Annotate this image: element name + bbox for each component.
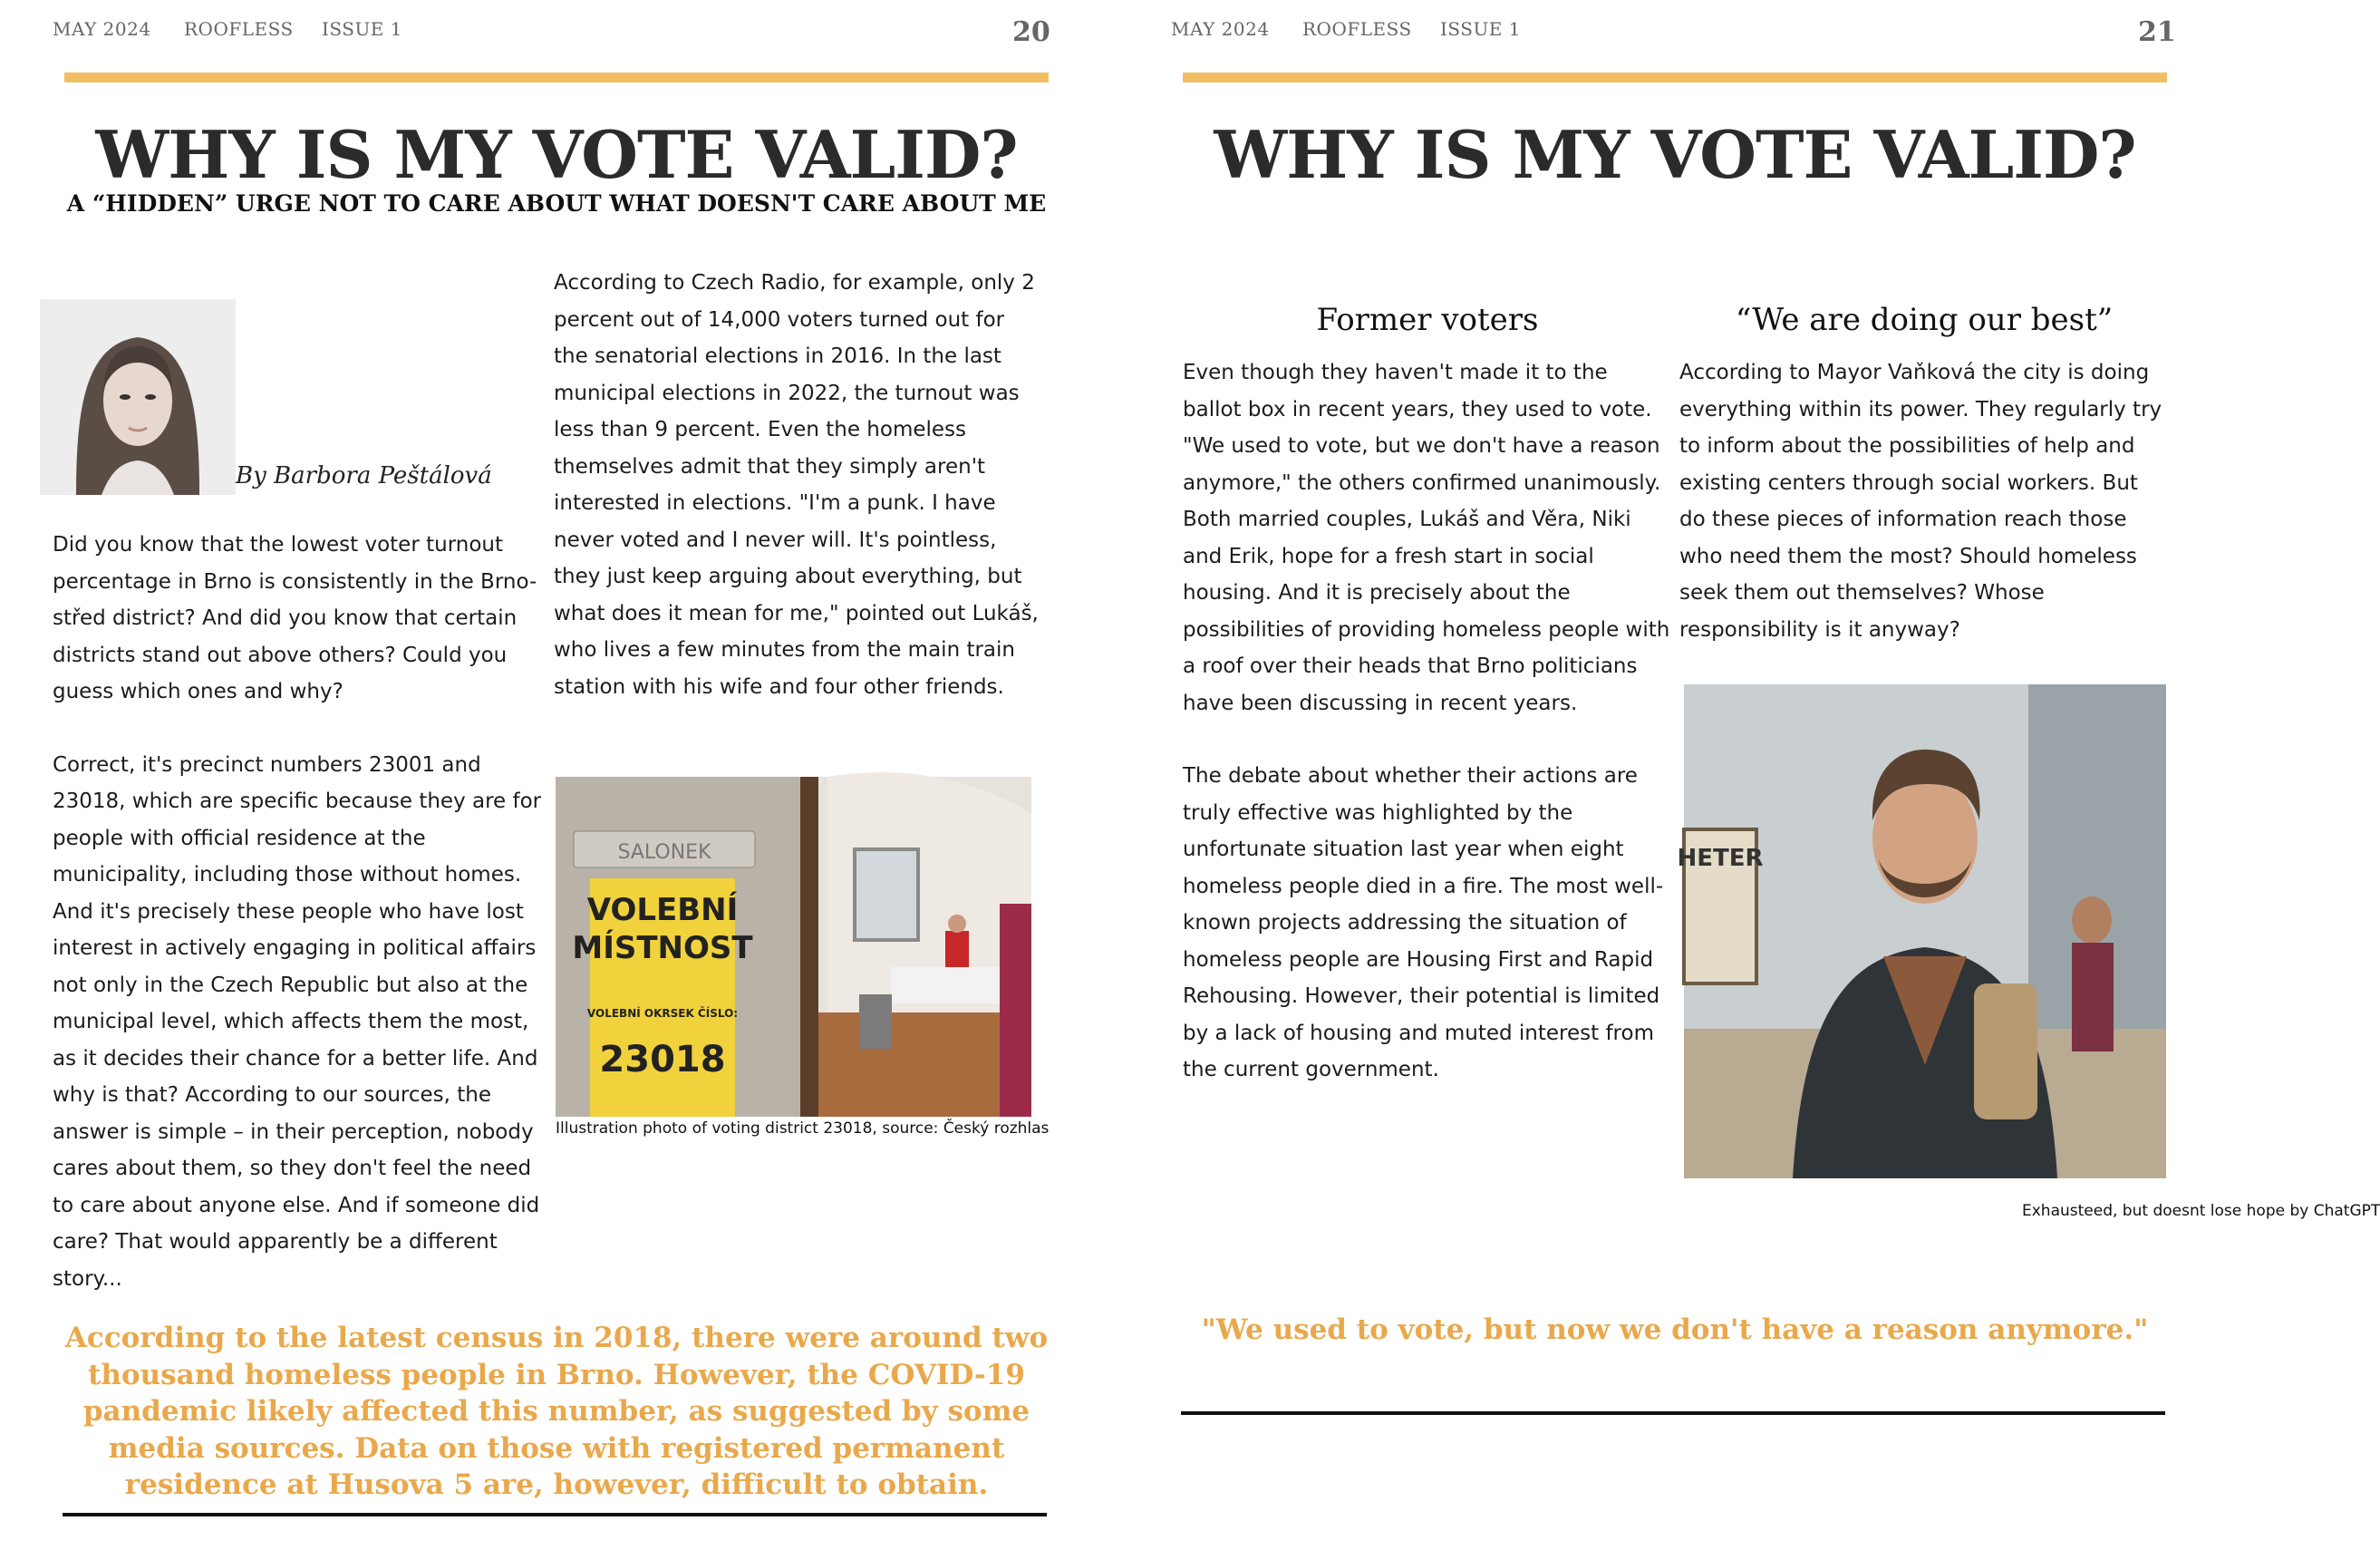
sign-plate: SALONEK bbox=[617, 841, 711, 864]
paragraph: According to Czech Radio, for example, only 2 percent out of 14,000 voters turned out for the senatorial elections in 2016. In the last municipal elections in 2022, the turnout was less than 9 percent. Even the homeless themselves admit that they simply aren't interested in elections. "I'm a punk. I have never voted and I never will. It's pointless, they just keep arguing about everything, but what does it mean for me," pointed out Lukáš, who lives a few minutes from the main train station with his wife and four other friends. bbox=[554, 271, 1039, 699]
voting-room-photo bbox=[556, 777, 1031, 1117]
left-page bbox=[0, 0, 1102, 1550]
right-page bbox=[1102, 0, 2380, 1550]
author-portrait-icon bbox=[40, 299, 236, 495]
paragraph: Even though they haven't made it to the ballot box in recent years, they used to vote. "We used to vote, but we don't have a reason anymore," the others confirmed unanimously. Both married couples, Lukáš and Věra, Niki and Erik, hope for a fresh start in social housing. And it is precisely about the possibilities of providing homeless people with a roof over their heads that Brno politicians have been discussing in recent years. bbox=[1183, 361, 1670, 715]
photo-caption: Illustration photo of voting district 23018, source: Český rozhlas bbox=[556, 1119, 1050, 1138]
bottom-rule bbox=[1181, 1411, 2165, 1415]
accent-bar bbox=[64, 73, 1049, 82]
sign-number: 23018 bbox=[599, 1039, 726, 1080]
header-issue: ISSUE 1 bbox=[322, 18, 402, 40]
photo-caption: Exhausteed, but doesnt lose hope by ChatGPT bbox=[2022, 1202, 2380, 1220]
page-number: 20 bbox=[1012, 16, 1050, 48]
page-number: 21 bbox=[2138, 16, 2176, 48]
header-magazine: ROOFLESS bbox=[184, 18, 294, 40]
sign-line-1: VOLEBNÍ bbox=[586, 892, 739, 928]
header-date: MAY 2024 bbox=[53, 18, 151, 40]
paragraph: Did you know that the lowest voter turnout percentage in Brno is consistently in the Brno-střed district? And did you know that certain districts stand out above others? Could you guess which ones and why? bbox=[53, 533, 537, 703]
accent-bar bbox=[1183, 73, 2167, 82]
pull-quote: According to the latest census in 2018, there were around two thousand homeless people in Brno. However, the COVID-19 pandemic likely affected this number, as suggested by some media sources. Data on those with registered permanent residence at Husova 5 are, however, difficult to obtain. bbox=[64, 1322, 1049, 1501]
page-subtitle: A “HIDDEN” URGE NOT TO CARE ABOUT WHAT DOESN'T CARE ABOUT ME bbox=[66, 190, 1047, 217]
author-photo bbox=[40, 299, 236, 495]
sign-text: HETER bbox=[1677, 845, 1764, 872]
bottom-rule bbox=[63, 1513, 1047, 1516]
sign-line-3: VOLEBNÍ OKRSEK ČÍSLO: bbox=[586, 1007, 739, 1020]
paragraph: The debate about whether their actions are truly effective was highlighted by the unfortunate situation last year when eight homeless people died in a fire. The most well-known projects addressing the situation of homeless people are Housing First and Rapid Rehousing. However, their potential is limited by a lack of housing and muted interest from the current government. bbox=[1183, 764, 1664, 1081]
page-title: WHY IS MY VOTE VALID? bbox=[95, 116, 1018, 193]
sign-line-2: MÍSTNOST bbox=[572, 930, 753, 966]
header-date: MAY 2024 bbox=[1171, 18, 1270, 40]
header-issue: ISSUE 1 bbox=[1440, 18, 1521, 40]
paragraph: Correct, it's precinct numbers 23001 and 23018, which are specific because they are for people with official residence at the municipality, including those without homes. And it's precisely these people who have lost interest in actively engaging in political affairs not only in the Czech Republic but also at the municipal level, which affects them the most, as it decides their chance for a better life. And why is that? According to our sources, the answer is simple – in their perception, nobody cares about them, so they don't feel the need to care about anyone else. And if someone did care? That would apparently be a different story... bbox=[53, 752, 542, 1291]
left-column-1 bbox=[53, 527, 542, 1297]
pull-quote: "We used to vote, but now we don't have a reason anymore." bbox=[1201, 1313, 2149, 1346]
voting-room-photo-icon bbox=[556, 777, 1031, 1117]
left-column-2 bbox=[554, 265, 1043, 705]
column-heading-doing-our-best: “We are doing our best” bbox=[1735, 302, 2114, 338]
page-title: WHY IS MY VOTE VALID? bbox=[1214, 116, 2136, 193]
paragraph: According to Mayor Vaňková the city is doing everything within its power. They regularly try to inform about the possibilities of help and existing centers through social workers. But do these pieces of information reach those who need them the most? Should homeless seek them out themselves? Whose responsibility is it anyway? bbox=[1679, 361, 2162, 642]
right-column-2 bbox=[1679, 354, 2169, 648]
right-column-1 bbox=[1183, 354, 1672, 1089]
man-illustration-icon bbox=[1677, 684, 2166, 1178]
header-magazine: ROOFLESS bbox=[1302, 18, 1412, 40]
man-photo bbox=[1677, 684, 2166, 1178]
column-heading-former-voters: Former voters bbox=[1316, 302, 1539, 338]
byline: By Barbora Peštálová bbox=[236, 462, 492, 489]
